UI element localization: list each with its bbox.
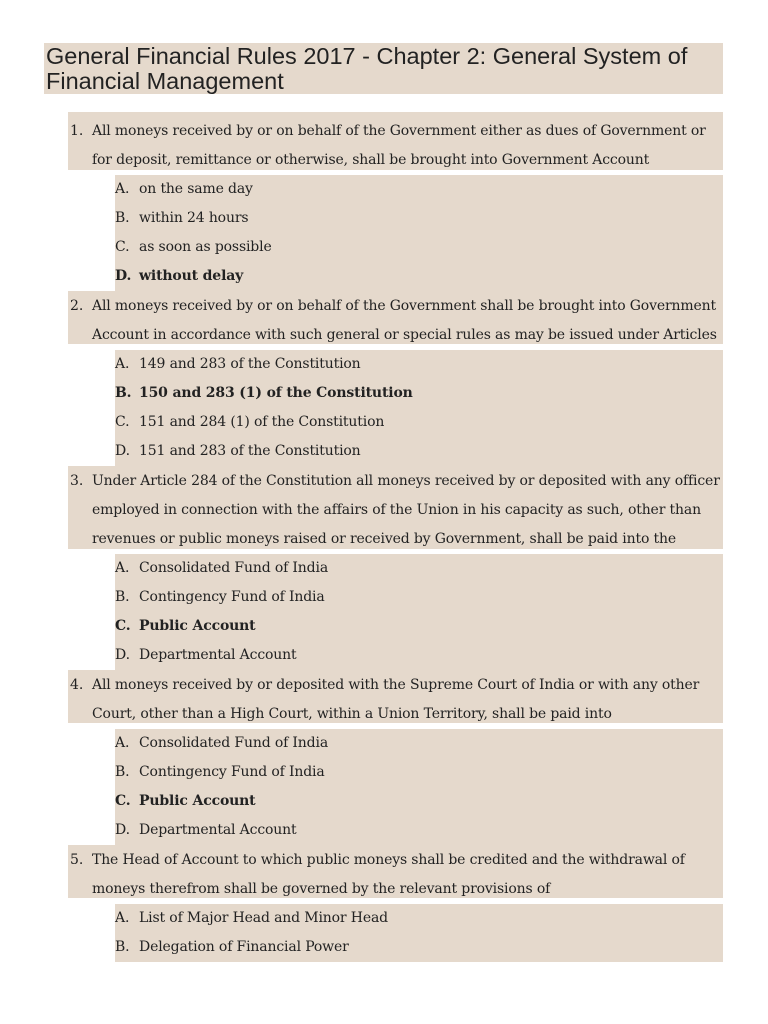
- option-item: [115, 816, 723, 845]
- option-text: without delay: [139, 268, 244, 284]
- question-text: Under Article 284 of the Constitution all moneys received by or deposited with any officer employed in connection with the affairs of the Union in his capacity as such, other than revenues or public moneys raised or received by Government, shall be paid into the: [92, 473, 720, 547]
- question-text: All moneys received by or on behalf of the Government shall be brought into Government Account in accordance with such general or special rules as may be issued under Articles: [92, 298, 717, 343]
- question-number: 3.: [70, 473, 84, 489]
- option-text: Departmental Account: [139, 822, 297, 838]
- option-text: 149 and 283 of the Constitution: [139, 356, 361, 372]
- option-text: Consolidated Fund of India: [139, 735, 329, 751]
- option-letter: D.: [115, 822, 130, 838]
- option-item: [115, 641, 723, 670]
- option-letter: D.: [115, 268, 132, 284]
- option-letter: A.: [115, 910, 130, 926]
- option-item: [115, 933, 723, 962]
- option-text: Consolidated Fund of India: [139, 560, 329, 576]
- option-text: Contingency Fund of India: [139, 589, 325, 605]
- option-item-answer: [115, 612, 723, 641]
- option-letter: C.: [115, 239, 130, 255]
- option-item: [115, 408, 723, 437]
- option-text: Public Account: [139, 793, 256, 809]
- option-letter: C.: [115, 793, 131, 809]
- option-letter: A.: [115, 735, 130, 751]
- option-letter: B.: [115, 385, 132, 401]
- option-text: 151 and 283 of the Constitution: [139, 443, 361, 459]
- option-item-answer: [115, 262, 723, 291]
- option-letter: A.: [115, 560, 130, 576]
- option-item-answer: [115, 379, 723, 408]
- option-text: as soon as possible: [139, 239, 272, 255]
- option-text: 151 and 284 (1) of the Constitution: [139, 414, 385, 430]
- option-item: [115, 554, 723, 583]
- option-text: Departmental Account: [139, 647, 297, 663]
- option-item: [115, 233, 723, 262]
- option-letter: B.: [115, 589, 130, 605]
- option-letter: D.: [115, 443, 130, 459]
- option-text: within 24 hours: [139, 210, 249, 226]
- option-text: Public Account: [139, 618, 256, 634]
- question-text: All moneys received by or deposited with the Supreme Court of India or with any other Court, other than a High Court, within a Union Territory, shall be paid into: [92, 677, 700, 722]
- question-text: All moneys received by or on behalf of the Government either as dues of Government or for deposit, remittance or otherwise, shall be brought into Government Account: [92, 123, 706, 168]
- option-letter: A.: [115, 356, 130, 372]
- option-item: [115, 758, 723, 787]
- question-number: 4.: [70, 677, 84, 693]
- option-item: [115, 350, 723, 379]
- option-letter: B.: [115, 210, 130, 226]
- option-text: 150 and 283 (1) of the Constitution: [139, 385, 413, 401]
- option-letter: B.: [115, 764, 130, 780]
- option-item: [115, 437, 723, 466]
- option-item: [115, 729, 723, 758]
- option-text: List of Major Head and Minor Head: [139, 910, 388, 926]
- option-item: [115, 904, 723, 933]
- question-number: 1.: [70, 123, 84, 139]
- option-text: on the same day: [139, 181, 253, 197]
- page-title: General Financial Rules 2017 - Chapter 2: General System of Financial Management: [44, 43, 723, 94]
- question-text: The Head of Account to which public moneys shall be credited and the withdrawal of moneys therefrom shall be governed by the relevant provisions of: [92, 852, 685, 897]
- option-item: [115, 583, 723, 612]
- option-item: [115, 204, 723, 233]
- option-letter: B.: [115, 939, 130, 955]
- option-letter: C.: [115, 618, 131, 634]
- option-letter: A.: [115, 181, 130, 197]
- option-letter: D.: [115, 647, 130, 663]
- option-letter: C.: [115, 414, 130, 430]
- option-text: Delegation of Financial Power: [139, 939, 349, 955]
- option-text: Contingency Fund of India: [139, 764, 325, 780]
- question-number: 2.: [70, 298, 84, 314]
- question-number: 5.: [70, 852, 84, 868]
- option-item: [115, 175, 723, 204]
- option-item-answer: [115, 787, 723, 816]
